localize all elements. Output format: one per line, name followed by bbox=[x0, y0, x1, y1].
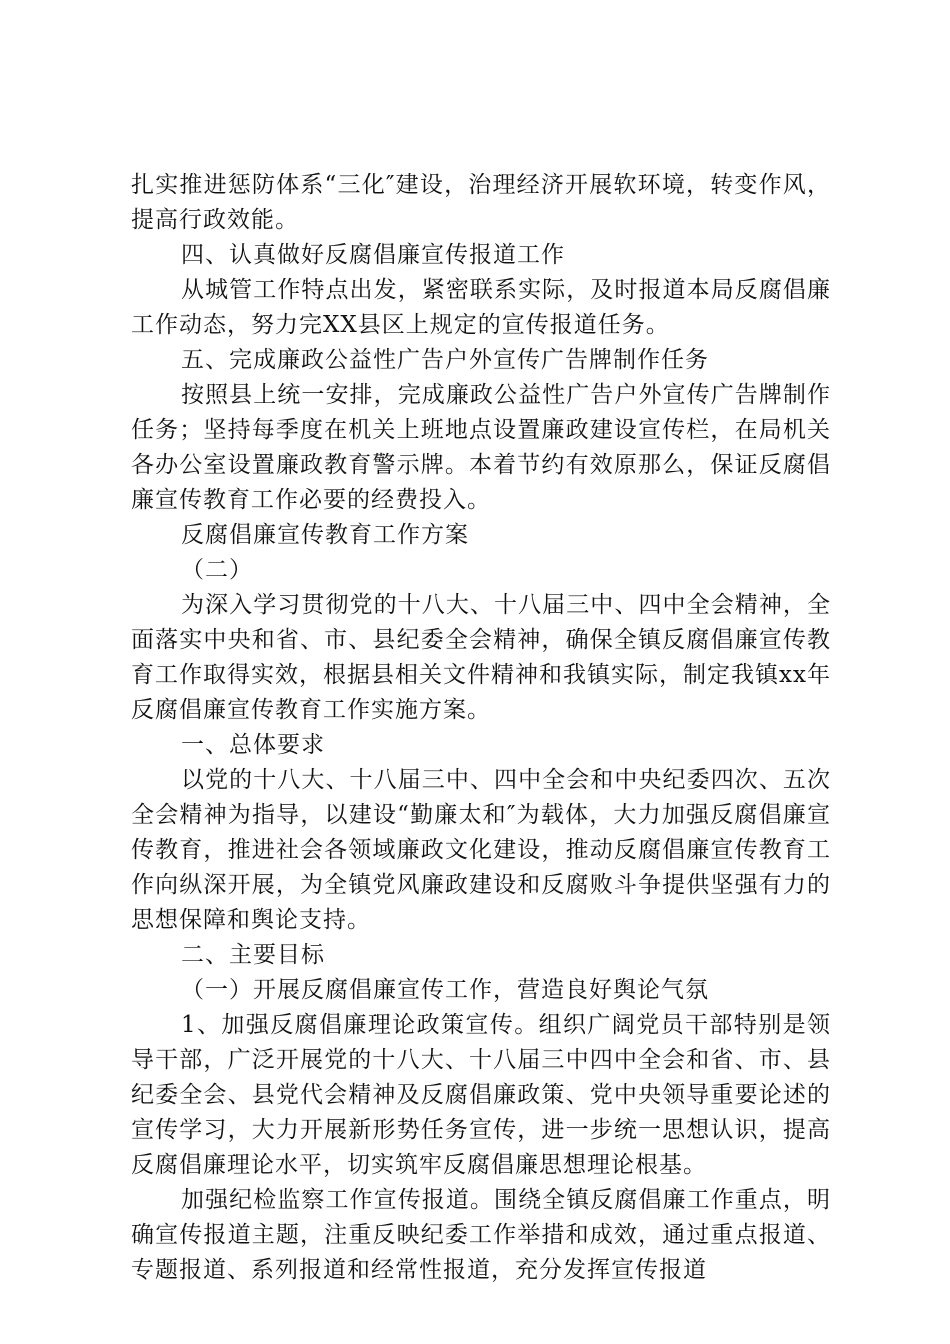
paragraph: 从城管工作特点出发，紧密联系实际，及时报道本局反腐倡廉工作动态，努力完XX县区上规定的宣传报道任务。 bbox=[131, 277, 831, 338]
paragraph-continuation: 扎实推进惩防体系“三化″建设，治理经济开展软环境，转变作风，提高行政效能。 bbox=[131, 172, 831, 233]
paragraph: 1、加强反腐倡廉理论政策宣传。组织广阔党员干部特别是领导干部，广泛开展党的十八大、十八届三中四中全会和省、市、县纪委全会、县党代会精神及反腐倡廉政策、党中央领导重要论述的宣传学习，大力开展新形势任务宣传，进一步统一思想认识，提高反腐倡廉理论水平，切实筑牢反腐倡廉思想理论根基。 bbox=[131, 1012, 831, 1178]
section-heading-5: 五、完成廉政公益性广告户外宣传广告牌制作任务 bbox=[181, 347, 709, 373]
document-title: 反腐倡廉宣传教育工作方案 bbox=[181, 522, 469, 548]
section-heading-4: 四、认真做好反腐倡廉宣传报道工作 bbox=[181, 242, 565, 268]
paragraph: 按照县上统一安排，完成廉政公益性广告户外宣传广告牌制作任务；坚持每季度在机关上班地点设置廉政建设宣传栏，在局机关各办公室设置廉政教育警示牌。本着节约有效原那么，保证反腐倡廉宣传教育工作必要的经费投入。 bbox=[131, 382, 831, 513]
document-subtitle: （二） bbox=[181, 557, 253, 583]
document-body bbox=[131, 168, 831, 1288]
paragraph: 加强纪检监察工作宣传报道。围绕全镇反腐倡廉工作重点，明确宣传报道主题，注重反映纪委工作举措和成效，通过重点报道、专题报道、系列报道和经常性报道，充分发挥宣传报道 bbox=[131, 1187, 831, 1283]
section-heading-1: 一、总体要求 bbox=[181, 732, 325, 758]
subsection-heading: （一）开展反腐倡廉宣传工作，营造良好舆论气氛 bbox=[181, 977, 709, 1003]
paragraph: 以党的十八大、十八届三中、四中全会和中央纪委四次、五次全会精神为指导，以建设“勤廉太和″为载体，大力加强反腐倡廉宣传教育，推进社会各领域廉政文化建设，推动反腐倡廉宣传教育工作向纵深开展，为全镇党风廉政建设和反腐败斗争提供坚强有力的思想保障和舆论支持。 bbox=[131, 767, 831, 933]
section-heading-2: 二、主要目标 bbox=[181, 942, 325, 968]
paragraph: 为深入学习贯彻党的十八大、十八届三中、四中全会精神，全面落实中央和省、市、县纪委全会精神，确保全镇反腐倡廉宣传教育工作取得实效，根据县相关文件精神和我镇实际，制定我镇xx年反腐倡廉宣传教育工作实施方案。 bbox=[131, 592, 831, 723]
